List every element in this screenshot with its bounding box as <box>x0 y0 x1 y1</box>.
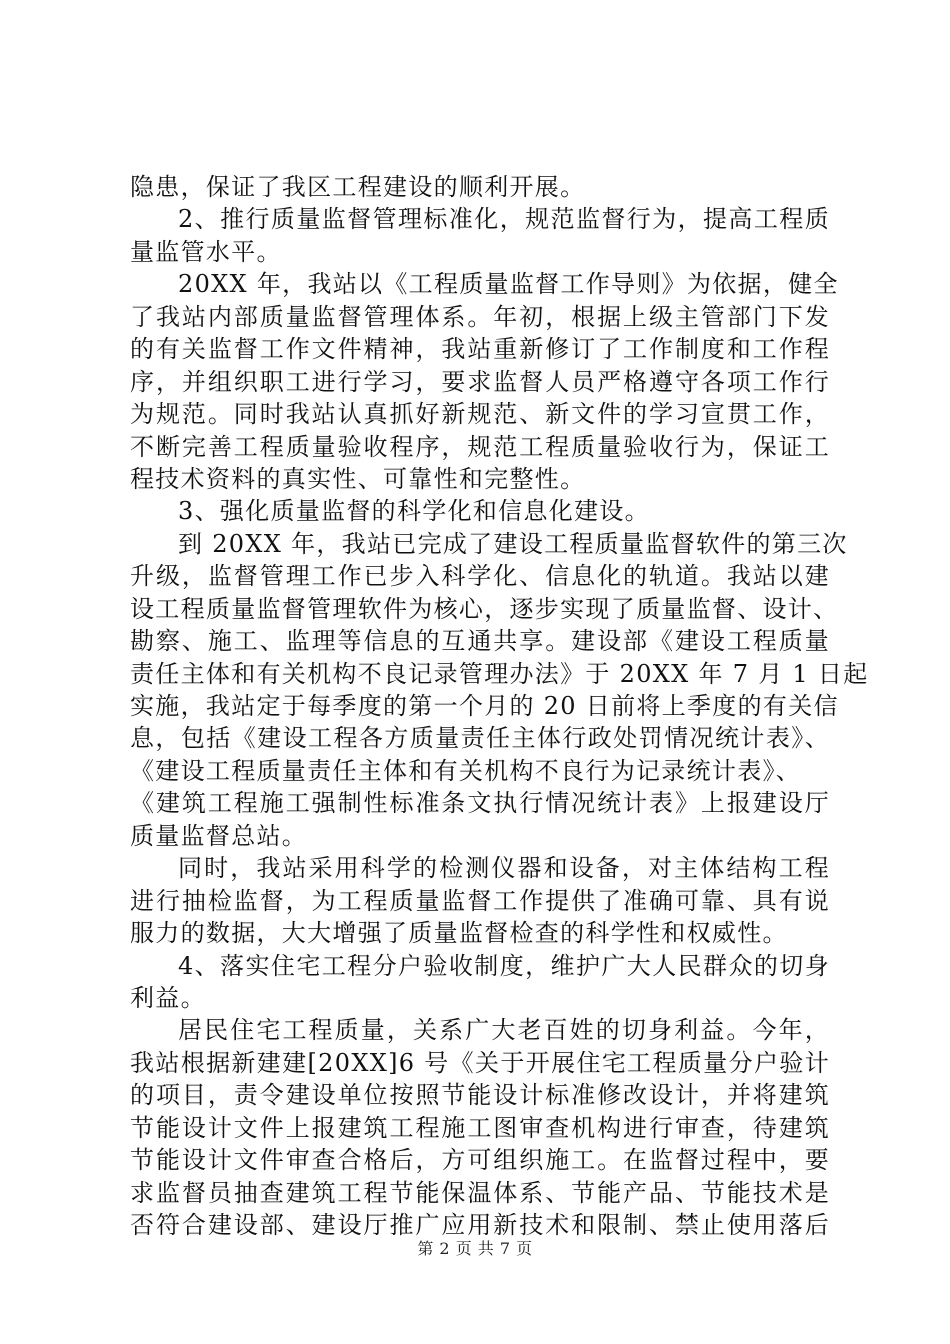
text-line: 隐患，保证了我区工程建设的顺利开展。 <box>130 173 586 201</box>
text-line: 否符合建设部、建设厅推广应用新技术和限制、禁止使用落后 <box>130 1211 830 1239</box>
text-line: 服力的数据，大大增强了质量监督检查的科学性和权威性。 <box>130 919 788 948</box>
text-line: 设工程质量监督管理软件为核心，逐步实现了质量监督、设计、 <box>130 594 839 623</box>
text-line: 节能设计文件审查合格后，方可组织施工。在监督过程中，要 <box>130 1146 830 1175</box>
text-line: 的有关监督工作文件精神，我站重新修订了工作制度和工作程 <box>130 335 830 364</box>
text-line: 实施，我站定于每季度的第一个月的 20 日前将上季度的有关信 <box>130 692 839 720</box>
text-line: 到 20XX 年，我站已完成了建设工程质量监督软件的第三次 <box>178 529 848 558</box>
text-line: 同时，我站采用科学的检测仪器和设备，对主体结构工程 <box>178 854 830 883</box>
text-line: 升级，监督管理工作已步入科学化、信息化的轨道。我站以建 <box>130 562 830 591</box>
text-line: 利益。 <box>130 983 206 1012</box>
text-line: 2、推行质量监督管理标准化，规范监督行为，提高工程质 <box>178 205 830 234</box>
text-line: 息，包括《建设工程各方质量责任主体行政处罚情况统计表》、 <box>130 724 830 753</box>
page-footer: 第 2 页 共 7 页 <box>417 1239 533 1258</box>
text-line: 勘察、施工、监理等信息的互通共享。建设部《建设工程质量 <box>130 627 830 656</box>
text-line: 为规范。同时我站认真抓好新规范、新文件的学习宣贯工作， <box>130 400 830 429</box>
text-line: 程技术资料的真实性、可靠性和完整性。 <box>130 464 586 493</box>
text-line: 4、落实住宅工程分户验收制度，维护广大人民群众的切身 <box>178 951 830 980</box>
text-line: 量监管水平。 <box>130 237 282 266</box>
text-line: 进行抽检监督，为工程质量监督工作提供了准确可靠、具有说 <box>130 886 830 915</box>
text-line: 《建筑工程施工强制性标准条文执行情况统计表》上报建设厅 <box>130 789 830 818</box>
text-line: 求监督员抽查建筑工程节能保温体系、节能产品、节能技术是 <box>130 1178 830 1207</box>
text-line: 质量监督总站。 <box>130 821 308 850</box>
text-line: 了我站内部质量监督管理体系。年初，根据上级主管部门下发 <box>130 302 830 331</box>
text-line: 的项目，责令建设单位按照节能设计标准修改设计，并将建筑 <box>130 1081 830 1110</box>
text-line: 20XX 年，我站以《工程质量监督工作导则》为依据，健全 <box>178 270 839 299</box>
text-line: 节能设计文件上报建筑工程施工图审查机构进行审查，待建筑 <box>130 1113 830 1142</box>
text-line: 3、强化质量监督的科学化和信息化建设。 <box>178 497 650 526</box>
text-line: 序，并组织职工进行学习，要求监督人员严格遵守各项工作行 <box>130 367 830 396</box>
text-line: 不断完善工程质量验收程序，规范工程质量验收行为，保证工 <box>130 432 830 461</box>
document-body <box>130 171 869 1241</box>
text-line: 我站根据新建建[20XX]6 号《关于开展住宅工程质量分户验计 <box>130 1048 830 1077</box>
text-line: 居民住宅工程质量，关系广大老百姓的切身利益。今年， <box>178 1016 830 1045</box>
text-line: 责任主体和有关机构不良记录管理办法》于 20XX 年 7 月 1 日起 <box>130 659 869 688</box>
text-line: 《建设工程质量责任主体和有关机构不良行为记录统计表》、 <box>130 756 802 785</box>
